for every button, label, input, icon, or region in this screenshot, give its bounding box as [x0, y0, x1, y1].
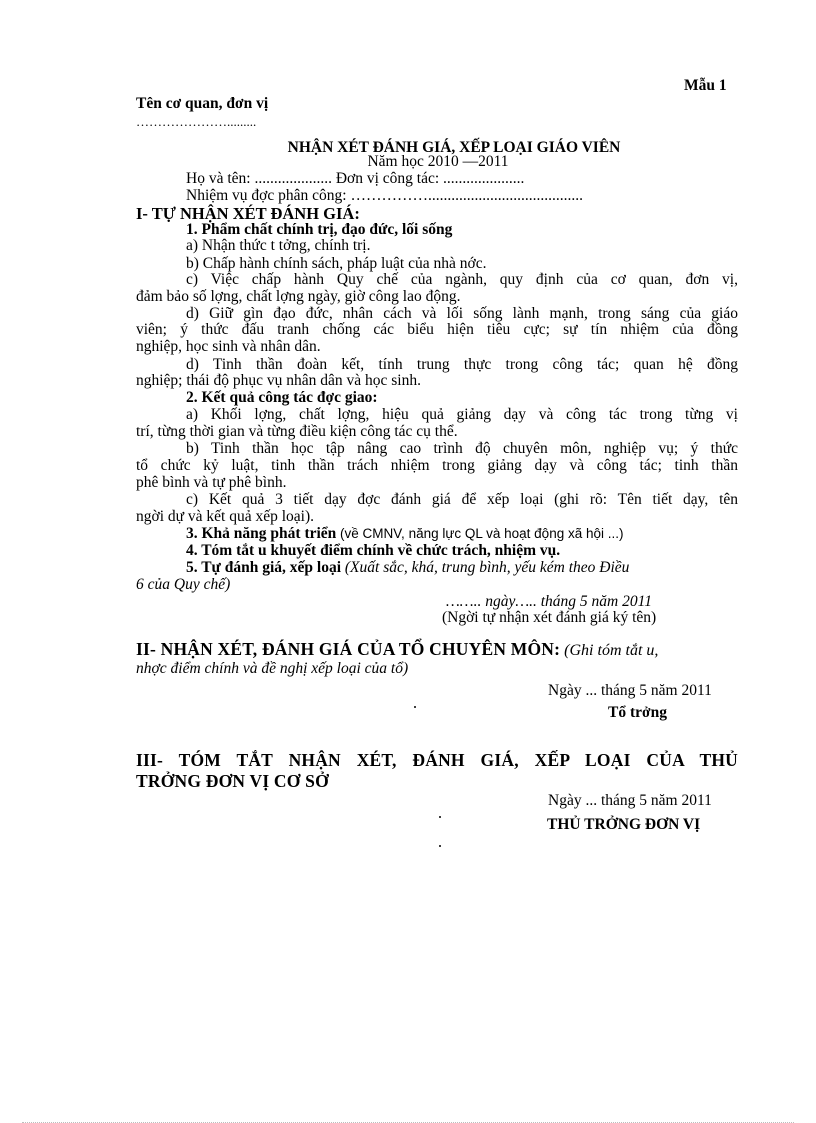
- item2-c-line2: ngời dự và kết quả xếp loại).: [136, 508, 315, 525]
- section2-signer: Tổ trởng: [608, 704, 667, 721]
- section2-note: (Ghi tóm tắt u,: [560, 642, 659, 659]
- agency-blank: ………………….........: [136, 114, 257, 129]
- item5-line: [186, 560, 629, 576]
- item1-d-line2: viên; ý thức đấu tranh chống các biểu hiện tiêu cực; sự tín nhiệm của đồng: [136, 321, 738, 338]
- agency-label: Tên cơ quan, đơn vị: [136, 95, 269, 112]
- item2-b-line3: phê bình và tự phê bình.: [136, 474, 287, 491]
- item2-c-line1: c) Kết quả 3 tiết dạy đợc đánh giá để xếp loại (ghi rõ: Tên tiết dạy, tên: [186, 491, 738, 508]
- name-line: Họ và tên: .................... Đơn vị công tác: .....................: [186, 170, 525, 187]
- dot-mark: [439, 816, 441, 818]
- item1-c-line1: c) Việc chấp hành Quy chế của ngành, quy định của cơ quan, đơn vị,: [186, 271, 738, 288]
- item2-a-line1: a) Khối lợng, chất lợng, hiệu quả giảng dạy và công tác trong từng vị: [186, 406, 738, 423]
- section2-date: Ngày ... tháng 5 năm 2011: [548, 682, 712, 699]
- section1-date: …….. ngày….. tháng 5 năm 2011: [446, 593, 652, 610]
- item5-heading: 5. Tự đánh giá, xếp loại: [186, 559, 342, 576]
- item1-b: b) Chấp hành chính sách, pháp luật của nhà nớc.: [186, 255, 487, 272]
- item3-line: [186, 526, 623, 542]
- section2-line1: [136, 641, 658, 659]
- item1-d-line3: nghiệp, học sinh và nhân dân.: [136, 338, 321, 355]
- item1-e-line1: d) Tinh thần đoàn kết, tính trung thực trong công tác; quan hệ đồng: [186, 356, 738, 373]
- section3-date: Ngày ... tháng 5 năm 2011: [548, 792, 712, 809]
- item1-a: a) Nhận thức t tởng, chính trị.: [186, 237, 371, 254]
- item4-heading: 4. Tóm tắt u khuyết điểm chính về chức trách, nhiệm vụ.: [186, 542, 561, 559]
- school-year: Năm học 2010 —2011: [367, 153, 509, 170]
- dot-mark: [414, 706, 416, 708]
- duty-line: Nhiệm vụ đợc phân công: ……………........................................: [186, 187, 583, 204]
- item3-heading: 3. Khả năng phát triển: [186, 525, 337, 542]
- item1-e-line2: nghiệp; thái độ phục vụ nhân dân và học sinh.: [136, 372, 421, 389]
- item5-note: (Xuất sắc, khá, trung bình, yếu kém theo Điều: [341, 559, 630, 576]
- item1-d-line1: d) Giữ gìn đạo đức, nhân cách và lối sống lành mạnh, trong sáng của giáo: [186, 305, 738, 322]
- section3-heading-line2: TRỞNG ĐƠN VỊ CƠ SỞ: [136, 771, 329, 791]
- item3-note: (về CMNV, năng lực QL và hoạt động xã hội ...): [336, 526, 624, 541]
- section2-heading: II- NHẬN XÉT, ĐÁNH GIÁ CỦA TỔ CHUYÊN MÔN:: [136, 639, 561, 659]
- item2-b-line1: b) Tinh thần học tập nâng cao trình độ chuyên môn, nghiệp vụ; ý thức: [186, 440, 738, 457]
- section3-heading-line1: III- TÓM TẮT NHẬN XÉT, ĐÁNH GIÁ, XẾP LOẠI CỦA THỦ: [136, 750, 738, 770]
- item1-c-line2: đảm bảo số lợng, chất lợng ngày, giờ công lao động.: [136, 288, 461, 305]
- item1-heading: 1. Phẩm chất chính trị, đạo đức, lối sống: [186, 221, 453, 238]
- dot-mark: [439, 845, 441, 847]
- form-label: Mẫu 1: [684, 77, 727, 94]
- item2-a-line2: trí, từng thời gian và từng điều kiện công tác cụ thể.: [136, 423, 458, 440]
- item2-b-line2: tổ chức kỷ luật, tinh thần trách nhiệm trong giảng dạy và công tác; tinh thần: [136, 457, 738, 474]
- section3-signer: THỦ TRỞNG ĐƠN VỊ: [547, 816, 701, 833]
- item5-note-line2: 6 của Quy chế): [136, 576, 231, 593]
- document-title: NHẬN XÉT ĐÁNH GIÁ, XẾP LOẠI GIÁO VIÊN: [287, 139, 621, 156]
- section1-signer: (Ngời tự nhận xét đánh giá ký tên): [442, 609, 657, 626]
- section1-heading: I- TỰ NHẬN XÉT ĐÁNH GIÁ:: [136, 204, 360, 223]
- item2-heading: 2. Kết quả công tác đợc giao:: [186, 389, 378, 406]
- section2-note-line2: nhợc điểm chính và đề nghị xếp loại của tổ): [136, 660, 409, 677]
